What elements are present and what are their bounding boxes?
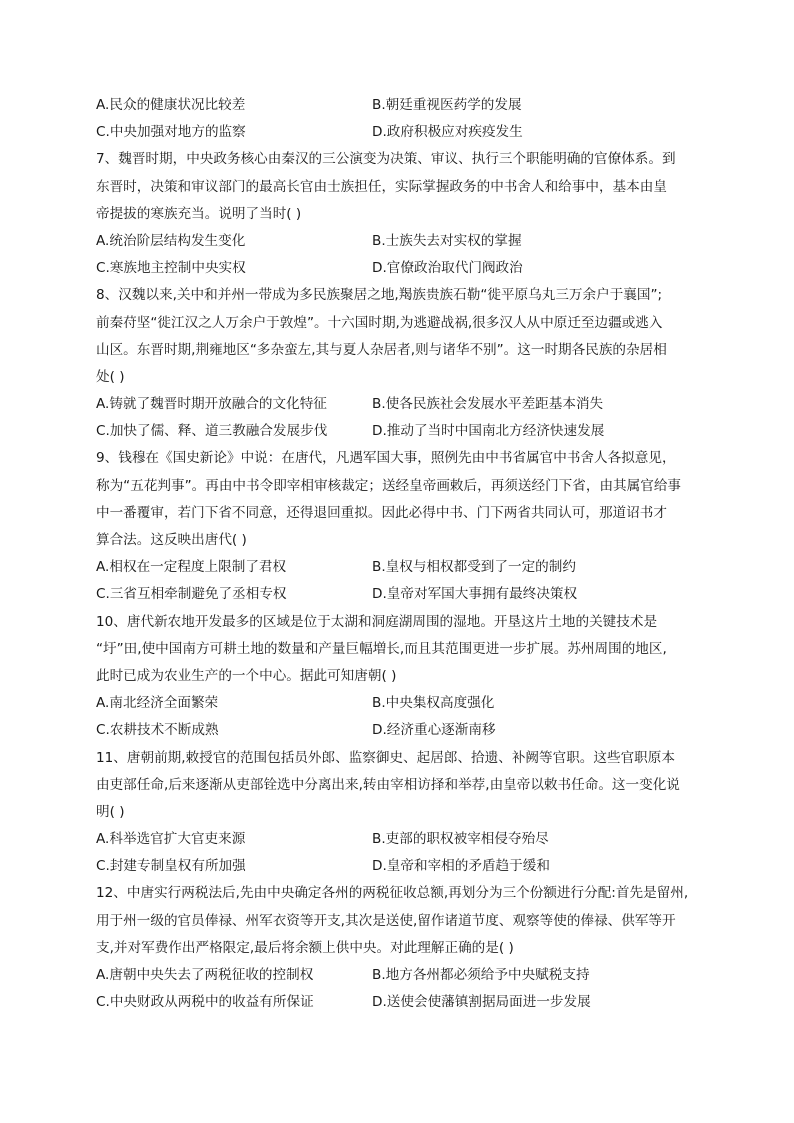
option-c: C.中央财政从两税中的收益有所保证	[96, 994, 314, 1011]
option-c: C.三省互相牵制避免了丞相专权	[96, 586, 287, 603]
option-a: A.铸就了魏晋时期开放融合的文化特征	[96, 396, 327, 413]
question-8-options-row-1	[96, 391, 700, 418]
question-6-options-row-1	[96, 92, 700, 119]
option-b: B.中央集权高度强化	[372, 695, 495, 712]
option-d: D.推动了当时中国南北方经济快速发展	[372, 423, 605, 440]
option-c: C.中央加强对地方的监察	[96, 124, 246, 141]
option-b: B.吏部的职权被宰相侵夺殆尽	[372, 831, 549, 848]
exam-page	[96, 92, 700, 1016]
option-a: A.相权在一定程度上限制了君权	[96, 559, 287, 576]
question-10-options-row-2	[96, 717, 700, 744]
question-8-line: 8、汉魏以来,关中和并州一带成为多民族聚居之地,羯族贵族石勒“徙平原乌丸三万余户于襄国”;	[96, 287, 663, 304]
option-b: B.使各民族社会发展水平差距基本消失	[372, 396, 604, 413]
question-9-line: 9、钱穆在《国史新论》中说：在唐代，凡遇军国大事，照例先由中书省属官中书舍人各拟意见，	[96, 450, 676, 467]
question-12-line: 支,并对军费作出严格限定,最后将余额上供中央。对此理解正确的是( )	[96, 939, 514, 956]
question-7-line: 帝提拔的寒族充当。说明了当时( )	[96, 205, 302, 222]
question-11-line: 11、唐朝前期,敕授官的范围包括员外郎、监察御史、起居郎、拾遗、补阙等官职。这些官职原本	[96, 749, 675, 766]
question-11-options-row-1	[96, 826, 700, 853]
option-d: D.皇帝和宰相的矛盾趋于缓和	[372, 858, 550, 875]
question-7-line: 7、魏晋时期，中央政务核心由秦汉的三公演变为决策、审议、执行三个职能明确的官僚体系。到	[96, 151, 676, 168]
question-10-options-row-1	[96, 690, 700, 717]
question-10-line: 10、唐代新农地开发最多的区域是位于太湖和洞庭湖周围的湿地。开垦这片土地的关键技术是	[96, 613, 658, 630]
question-11-options-row-2	[96, 853, 700, 880]
question-12-line: 12、中唐实行两税法后,先由中央确定各州的两税征收总额,再划分为三个份额进行分配:首先是留州,	[96, 885, 689, 902]
question-7-options-row-2	[96, 255, 700, 282]
question-9-line: 称为“五花判事”。再由中书令即宰相审核裁定；送经皇帝画敕后，再须送经门下省，由其属官给事	[96, 477, 682, 494]
question-9-line: 算合法。这反映出唐代( )	[96, 532, 247, 548]
option-a: A.科举选官扩大官吏来源	[96, 831, 246, 848]
question-10-line: 此时已成为农业生产的一个中心。据此可知唐朝( )	[96, 667, 397, 684]
option-a: A.南北经济全面繁荣	[96, 695, 219, 712]
option-c: C.寒族地主控制中央实权	[96, 260, 246, 277]
option-a: A.民众的健康状况比较差	[96, 97, 246, 113]
option-c: C.封建专制皇权有所加强	[96, 858, 246, 875]
question-12-line: 用于州一级的官员俸禄、州军衣资等开支,其次是送使,留作诸道节度、观察等使的俸禄、供军等开	[96, 912, 676, 929]
question-9-line: 中一番覆审，若门下省不同意，还得退回重拟。因此必得中书、门下两省共同认可，那道诏书才	[96, 504, 667, 521]
option-b: B.地方各州都必须给予中央赋税支持	[372, 967, 590, 983]
question-7-options-row-1	[96, 228, 700, 255]
option-d: D.皇帝对军国大事拥有最终决策权	[372, 586, 578, 603]
question-12-options-row-1	[96, 962, 700, 989]
option-a: A.唐朝中央失去了两税征收的控制权	[96, 967, 314, 983]
question-9-options-row-1	[96, 554, 700, 581]
option-d: D.官僚政治取代门阀政治	[372, 260, 523, 277]
option-d: D.经济重心逐渐南移	[372, 722, 496, 739]
question-6-options-row-2	[96, 119, 700, 146]
option-c: C.加快了儒、释、道三教融合发展步伐	[96, 423, 328, 440]
question-7-line: 东晋时，决策和审议部门的最高长官由士族担任，实际掌握政务的中书舍人和给事中，基本由皇	[96, 178, 667, 195]
question-8-line: 前秦苻坚“徙江汉之人万余户于敦煌”。十六国时期,为逃避战祸,很多汉人从中原迁至边疆或逃入	[96, 314, 663, 331]
question-8-line: 处( )	[96, 368, 125, 385]
question-8-options-row-2	[96, 418, 700, 445]
option-b: B.朝廷重视医药学的发展	[372, 97, 522, 113]
question-9-options-row-2	[96, 581, 700, 608]
question-10-line: “圩”田,使中国南方可耕土地的数量和产量巨幅増长,而且其范围更进一步扩展。苏州周围的地区,	[96, 640, 667, 657]
question-11-line: 由吏部任命,后来逐渐从吏部铨选中分离出来,转由宰相访择和举荐,由皇帝以敕书任命。这一变化说	[96, 776, 680, 793]
option-a: A.统治阶层结构发生变化	[96, 232, 246, 249]
option-c: C.农耕技术不断成熟	[96, 722, 219, 739]
option-b: B.士族失去对实权的掌握	[372, 232, 522, 249]
question-12-options-row-2	[96, 989, 700, 1016]
option-b: B.皇权与相权都受到了一定的制约	[372, 559, 576, 576]
option-d: D.送使会使藩镇割据局面进一步发展	[372, 994, 591, 1011]
question-8-line: 山区。东晋时期,荆雍地区“多杂蛮左,其与夏人杂居者,则与诸华不别”。这一时期各民族的杂居相	[96, 341, 667, 358]
question-11-line: 明( )	[96, 803, 125, 820]
option-d: D.政府积极应对疾疫发生	[372, 124, 523, 141]
